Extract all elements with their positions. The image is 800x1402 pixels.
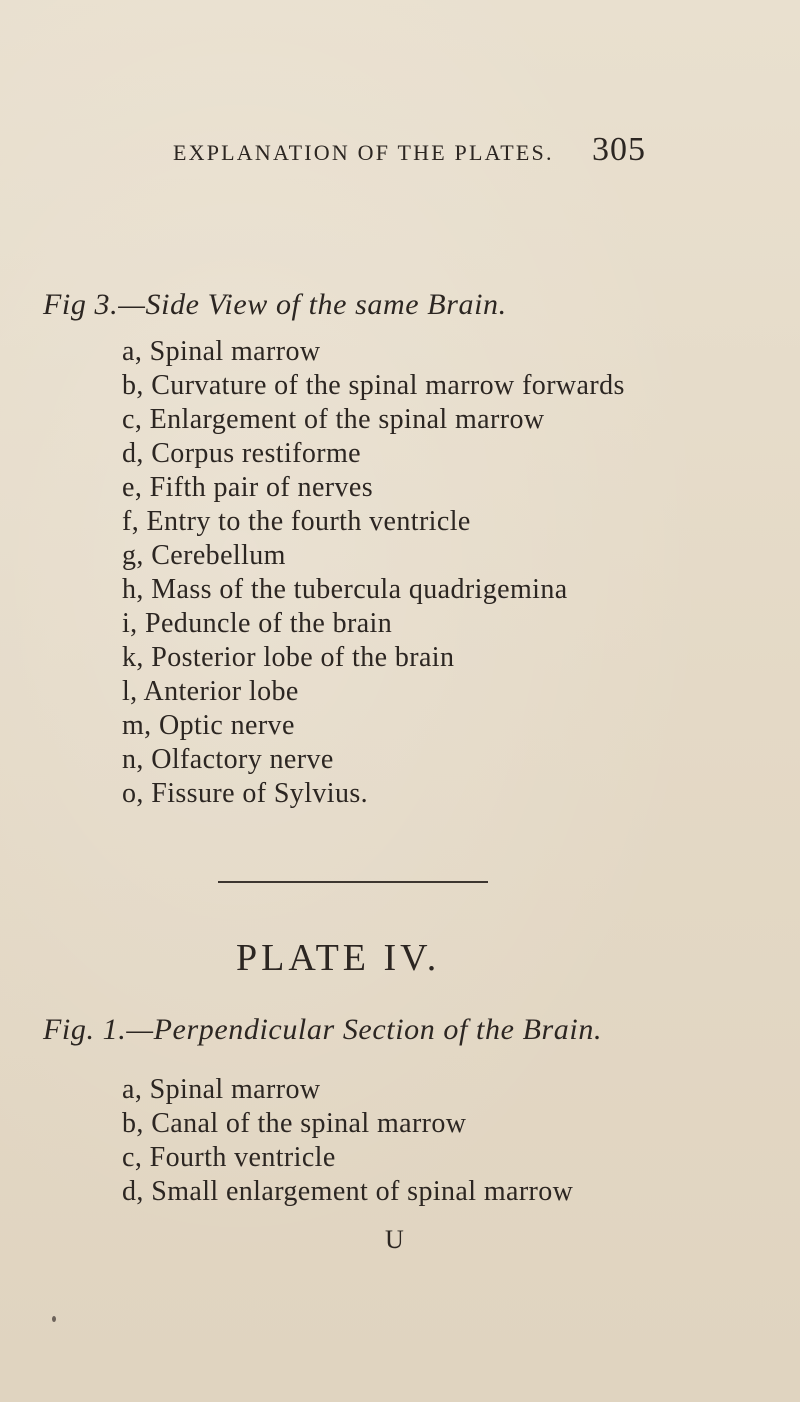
legend-item xyxy=(122,437,625,471)
legend-text: Anterior lobe xyxy=(143,676,299,707)
legend-letter: c, xyxy=(122,1142,143,1173)
page-number: 305 xyxy=(592,131,646,168)
legend-text: Small enlargement of spinal marrow xyxy=(151,1176,574,1207)
legend-letter: m, xyxy=(122,710,152,741)
legend-item xyxy=(122,1141,573,1175)
figure-3-legend xyxy=(122,335,625,811)
legend-text: Fissure of Sylvius. xyxy=(151,778,369,809)
legend-text: Peduncle of the brain xyxy=(145,608,393,639)
legend-text: Corpus restiforme xyxy=(151,438,361,469)
legend-item xyxy=(122,403,625,437)
legend-letter: d, xyxy=(122,1176,144,1207)
legend-letter: o, xyxy=(122,778,144,809)
legend-item xyxy=(122,335,625,369)
legend-text: Optic nerve xyxy=(159,710,295,741)
legend-letter: g, xyxy=(122,540,144,571)
legend-text: Posterior lobe of the brain xyxy=(151,642,455,673)
legend-letter: b, xyxy=(122,370,144,401)
legend-letter: f, xyxy=(122,506,140,537)
legend-text: Fifth pair of nerves xyxy=(149,472,374,503)
signature-mark: U xyxy=(385,1225,404,1254)
legend-item xyxy=(122,369,625,403)
plate-heading: PLATE IV. xyxy=(236,937,441,979)
section-divider xyxy=(218,881,488,883)
legend-item xyxy=(122,641,625,675)
legend-item xyxy=(122,1073,573,1107)
legend-item xyxy=(122,675,625,709)
legend-text: Curvature of the spinal marrow forwards xyxy=(151,370,625,401)
legend-text: Olfactory nerve xyxy=(151,744,334,775)
ink-speck xyxy=(52,1316,56,1322)
legend-item xyxy=(122,709,625,743)
legend-item xyxy=(122,1107,573,1141)
legend-text: Cerebellum xyxy=(151,540,286,571)
legend-text: Spinal marrow xyxy=(149,336,321,367)
legend-letter: l, xyxy=(122,676,138,707)
legend-item xyxy=(122,573,625,607)
legend-text: Canal of the spinal marrow xyxy=(151,1108,467,1139)
legend-letter: b, xyxy=(122,1108,144,1139)
legend-item xyxy=(122,539,625,573)
legend-item xyxy=(122,607,625,641)
legend-letter: n, xyxy=(122,744,144,775)
legend-item xyxy=(122,743,625,777)
legend-letter: k, xyxy=(122,642,144,673)
legend-letter: d, xyxy=(122,438,144,469)
legend-text: Enlargement of the spinal marrow xyxy=(149,404,545,435)
legend-item xyxy=(122,505,625,539)
legend-text: Fourth ventricle xyxy=(149,1142,336,1173)
legend-letter: c, xyxy=(122,404,143,435)
figure-3-title: Fig 3.—Side View of the same Brain. xyxy=(43,288,507,321)
legend-text: Entry to the fourth ventricle xyxy=(146,506,471,537)
figure-1-title: Fig. 1.—Perpendicular Section of the Brain. xyxy=(43,1013,603,1046)
legend-letter: i, xyxy=(122,608,138,639)
legend-text: Spinal marrow xyxy=(149,1074,321,1105)
legend-item xyxy=(122,471,625,505)
legend-letter: e, xyxy=(122,472,143,503)
running-head: EXPLANATION OF THE PLATES. xyxy=(173,140,554,165)
figure-1-legend xyxy=(122,1073,573,1209)
legend-letter: a, xyxy=(122,1074,143,1105)
legend-item xyxy=(122,777,625,811)
legend-letter: a, xyxy=(122,336,143,367)
legend-item xyxy=(122,1175,573,1209)
legend-text: Mass of the tubercula quadrigemina xyxy=(151,574,568,605)
legend-letter: h, xyxy=(122,574,144,605)
